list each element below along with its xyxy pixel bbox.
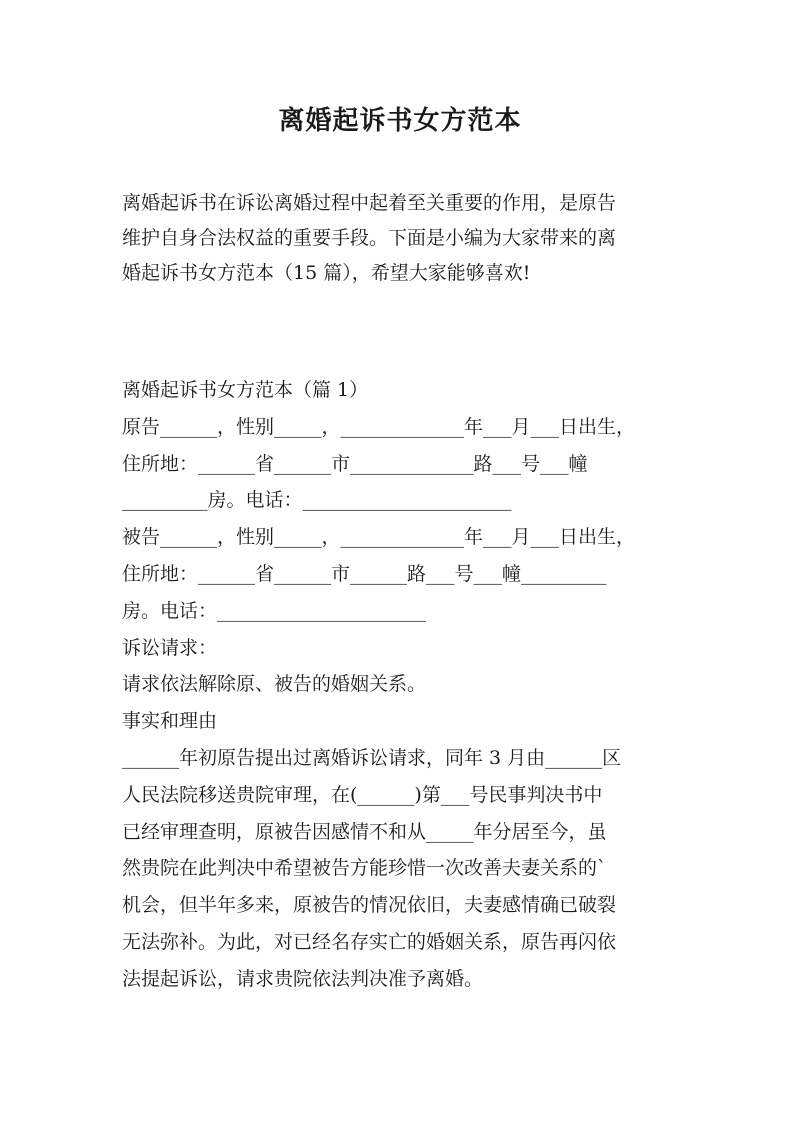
- facts-line: 人民法院移送贵院审理，在(______)第___号民事判决书中: [122, 783, 603, 806]
- defendant-line: 住所地：______省______市______路___号___幢_________: [122, 562, 607, 585]
- facts-line: 然贵院在此判决中希望被告方能珍惜一次改善夫妻关系的`: [122, 857, 607, 880]
- plaintiff-line: 住所地：______省______市_____________路___号___幢: [122, 452, 588, 475]
- plaintiff-line: 原告______，性别_____，_____________年___月___日出生，: [122, 415, 636, 438]
- document-title: 离婚起诉书女方范本: [278, 106, 522, 136]
- facts-line: 法提起诉讼，请求贵院依法判决准予离婚。: [122, 967, 484, 990]
- facts-line: 机会，但半年多来，原被告的情况依旧，夫妻感情确已破裂: [122, 894, 617, 917]
- intro-line: 离婚起诉书在诉讼离婚过程中起着至关重要的作用，是原告: [122, 192, 617, 214]
- claims-text: 请求依法解除原、被告的婚姻关系。: [122, 673, 427, 696]
- facts-line: 无法弥补。为此，对已经名存实亡的婚姻关系，原告再闪依: [122, 930, 617, 953]
- section-heading: 离婚起诉书女方范本（篇 1）: [122, 379, 369, 401]
- document-body: [122, 372, 692, 998]
- intro-line: 维护自身合法权益的重要手段。下面是小编为大家带来的离: [122, 227, 617, 249]
- plaintiff-line: _________房。电话：______________________: [122, 489, 512, 512]
- facts-heading: 事实和理由: [122, 710, 218, 733]
- intro-paragraph: [122, 186, 688, 291]
- facts-line: 已经审理查明，原被告因感情不和从_____年分居至今，虽: [122, 820, 607, 843]
- intro-line: 婚起诉书女方范本（15 篇），希望大家能够喜欢!: [122, 262, 531, 284]
- claims-heading: 诉讼请求：: [122, 636, 218, 659]
- defendant-line: 房。电话：______________________: [122, 599, 427, 622]
- defendant-line: 被告______，性别_____，_____________年___月___日出生，: [122, 526, 636, 549]
- facts-line: ______年初原告提出过离婚诉讼请求，同年 3 月由______区: [122, 746, 622, 769]
